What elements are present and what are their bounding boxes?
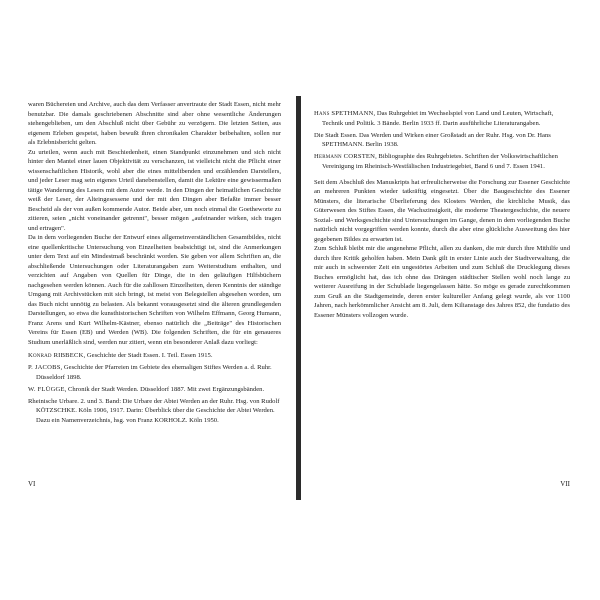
left-paragraph-1: waren Büchereien und Archive, auch das dem Verfasser anvertraute der Stadt Essen, nicht mehr benutzbar. Die damals geschriebenen Abschnitte sind aber ohne wesentliche Änderungen stehengeblieben, um den Abschluß nicht über Gebühr zu verzögern. Die letzten Seiten, aus eigenem Erleben gespeist, haben bewußt ihren chronikalen Charakter beibehalten, sollen nur als Erlebnisbericht gelten. bbox=[28, 101, 281, 146]
left-paragraph-2: Zu urteilen, wenn auch mit Beschiedenheit, einen Standpunkt einzunehmen und sich nicht hinter den Mantel einer lauen Objektivität zu verschanzen, ist vielleicht nicht die Pflicht einer wissenschaftlichen Historik, wohl aber die eines mitteltbenden und erzählenden Darstellers, und jeder Leser mag sein eigenes Urteil danebenstellen, damit die Lektüre eine gewissermaßen tätige Wanderung des Lesers mit dem Autor werde. In den Dingen der heimatlichen Geschichte weiß der Leser, der Alteingesessene und der mit den Dingen aber Befaßte immer besser Bescheid als der von außen kommende Autor. Beide aber, um noch einmal die Goetheworte zu zitieren, seien „nicht voneinander getrennt", besser mögen „aufeinander wirken, sich tragen und ertragen". bbox=[28, 148, 281, 232]
right-page bbox=[314, 109, 570, 320]
left-paragraph-3: Da in dem vorliegenden Buche der Entwurf eines allgemeinverständlichen Gesamtbildes, nicht eine quellenkritische Untersuchung von Einzelheiten beabsichtigt ist, sind die Anmerkungen unter dem Text auf ein Mindestmaß beschränkt worden. Sie geben vor allem Schriften an, die abschließende Untersuchungen oder Literaturangaben zum Weiterstudium enthalten, und verzichten auf Angaben von Quellen für Dinge, die in den geläufigen Hilfsbüchern nachgesehen werden können. Auch für die zahllosen Einzelheiten, deren Kenntnis der ständige Umgang mit Archivstücken mit sich bringt, ist meist von Belegstellen abgesehen worden, um das Buch nicht unnötig zu belasten. Als bekannt vorausgesetzt sind die älteren grundlegenden Darstellungen, so etwa die kunsthistorischen Schriften von Wilhelm Effmann, Georg Humann, Franz Arens und Kurt Wilhelm-Kästner, ebenso natürlich die „Beiträge" des Historischen Vereins für Essen (EB) und Werden (WB). Die folgenden Schriften, die für ein genaueres Studium unerläßlich sind, werden nur zitiert, wenn ein besonderer Anlaß dazu vorliegt: bbox=[28, 234, 281, 346]
bibliography-entry: Hans SPETHMANN, Das Ruhrgebiet im Wechselspiel von Land und Leuten, Wirtschaft, Technik und Politik. 3 Bände. Berlin 1933 ff. Darin ausführliche Literaturangaben. bbox=[314, 110, 554, 127]
bibliography-entry: W. FLÜGGE, Chronik der Stadt Werden. Düsseldorf 1887. Mit zwei Ergänzungsbänden. bbox=[28, 385, 265, 393]
bibliography-entry: Konrad RIBBECK, Geschichte der Stadt Essen. I. Teil. Essen 1915. bbox=[28, 352, 213, 359]
bibliography-entry: P. JACOBS, Geschichte der Pfarreien im Gebiete des ehemaligen Stiftes Werden a. d. Ruhr. Düsseldorf 1898. bbox=[28, 364, 272, 381]
right-paragraph-1: Seit dem Abschluß des Manuskripts hat erfreulicherweise die Forschung zur Essener Geschichte an mehreren Punkten wieder tatkräftig eingesetzt. Über die Baugeschichte des Essener Münsters, die literarische Überlieferung des Klosters Werden, die kirchliche Musik, das Güterwesen des Stiftes Essen, die Wachszinsigkeit, die moderne Theatergeschichte, die neuere Sozial- und Werksgeschichte sind Untersuchungen im Gange, denen in dem vorliegenden Buche natürlich nicht vorgegriffen werden konnte, durch die aber eine glückliche Ausweitung des hier gegebenen Bildes zu erwarten ist. bbox=[314, 178, 570, 243]
bibliography-entry: Die Stadt Essen. Das Werden und Wirken einer Großstadt an der Ruhr. Hsg. von Dr. Hans SPETHMANN. Berlin 1938. bbox=[314, 131, 551, 148]
right-paragraph-2: Zum Schluß bleibt mir die angenehme Pflicht, allen zu danken, die mir durch ihre Mithilfe und durch ihre Kritik geholfen haben. Mein Dank gilt in erster Linie auch der Stadtverwaltung, die mir auch in schwerster Zeit ein ungestörtes Arbeiten und zum Schluß die Drucklegung dieses Buches ermöglicht hat, das ich ohne das Drängen städtischer Stellen wohl noch lange zu weiterer Ausreifung in der Schublade liegengelassen hätte. So möge es gerade zurechtkommen zum Gruß an die Stadtgemeinde, deren erster kultureller Anfang gelegt wurde, als vor 1100 Jahren, nach herkömmlicher Ansicht am 8. Juli, dem Kilianstage des Jahres 852, die fundatio des Essener Münsters vollzogen wurde. bbox=[314, 245, 570, 319]
page-number-right: VII bbox=[560, 480, 570, 488]
left-page bbox=[28, 100, 281, 428]
bibliography-entry: Hermann CORSTEN, Bibliographie des Ruhrgebietes. Schriften der Volkswirtschaftlichen Vereinigung im Rheinisch-Westfälischen Industriegebiet, Band 6 und 7. Essen 1941. bbox=[314, 153, 558, 170]
book-gutter bbox=[296, 96, 301, 500]
page-number-left: VI bbox=[28, 480, 36, 488]
bibliography-entry: Rheinische Urbare. 2. und 3. Band: Die Urbare der Abtei Werden an der Ruhr. Hsg. von Rudolf KÖTZSCHKE. Köln 1906, 1917. Darin: Überblick über die Geschichte der Abtei Werden. Dazu ein Namenverzeichnis, hsg. von Franz KORHOLZ. Köln 1950. bbox=[28, 397, 280, 424]
